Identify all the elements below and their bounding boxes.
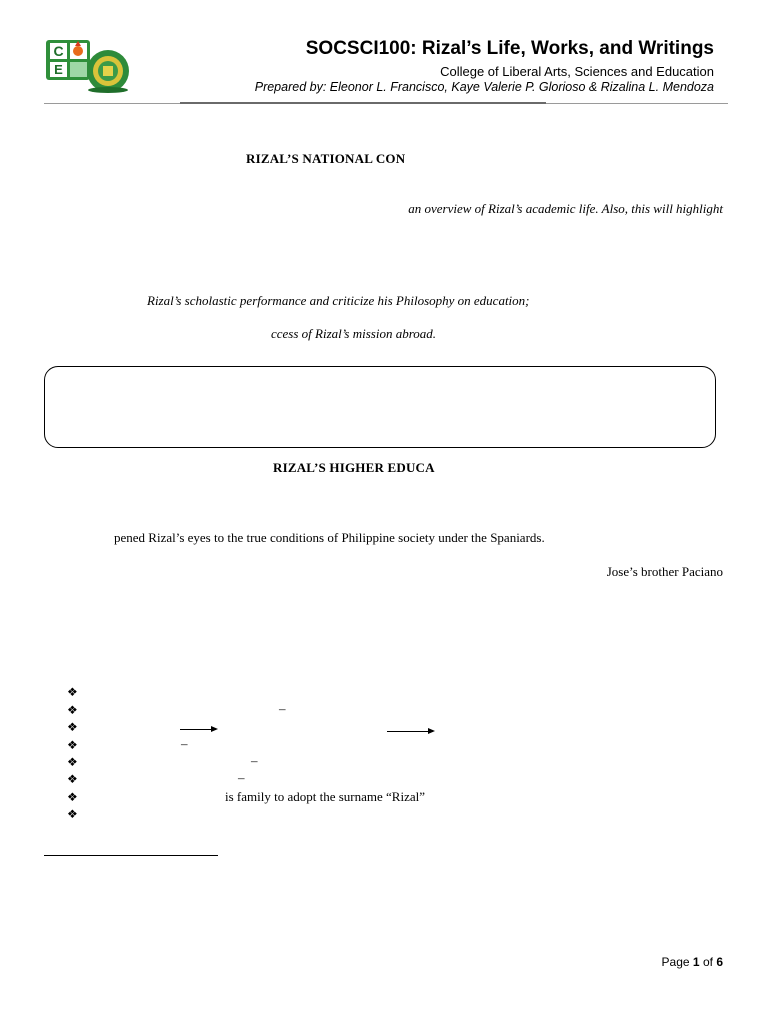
- bullet-icon: ❖: [67, 772, 78, 786]
- list-dash: –: [251, 753, 258, 768]
- arrow-right-icon: [180, 729, 216, 730]
- page-of-label: of: [702, 955, 713, 969]
- document-title: SOCSCI100: Rizal’s Life, Works, and Writings: [305, 38, 714, 59]
- bullet-icon: ❖: [67, 685, 78, 699]
- footnote-separator: [44, 855, 218, 856]
- section-heading-higher-education: RIZAL’S HIGHER EDUCA: [273, 460, 435, 475]
- paragraph-line-1: pened Rizal’s eyes to the true conditions of Philippine society under the Spaniards.: [114, 530, 545, 545]
- paragraph-line-2: Jose’s brother Paciano: [606, 564, 723, 579]
- page-number: [662, 955, 723, 969]
- page-current: 1: [692, 955, 700, 969]
- section-heading-national-consciousness: RIZAL’S NATIONAL CON: [246, 151, 406, 166]
- bullet-icon: ❖: [67, 720, 78, 734]
- page-label: Page: [661, 955, 690, 969]
- objective-line-1: an overview of Rizal’s academic life. Also, this will highlight: [408, 201, 723, 216]
- objective-line-3: ccess of Rizal’s mission abroad.: [271, 326, 437, 341]
- objective-line-2: Rizal’s scholastic performance and criticize his Philosophy on education;: [147, 293, 530, 308]
- college-name: College of Liberal Arts, Sciences and Education: [440, 64, 714, 79]
- prepared-by: Prepared by: Eleonor L. Francisco, Kaye Valerie P. Glorioso & Rizalina L. Mendoza: [254, 80, 714, 94]
- svg-text:C: C: [53, 43, 64, 59]
- header-divider-accent: [180, 102, 546, 104]
- page-total: 6: [716, 955, 723, 969]
- bullet-icon: ❖: [67, 790, 78, 804]
- bullet-text-surname: is family to adopt the surname “Rizal”: [225, 789, 425, 804]
- list-dash: –: [238, 770, 245, 785]
- list-dash: –: [279, 701, 286, 716]
- list-dash: –: [181, 736, 188, 751]
- bullet-icon: ❖: [67, 738, 78, 752]
- bullet-icon: ❖: [67, 807, 78, 821]
- school-seal-icon: [83, 48, 133, 94]
- arrow-right-icon: [387, 731, 433, 732]
- svg-text:E: E: [54, 62, 63, 77]
- bullet-icon: ❖: [67, 755, 78, 769]
- bullet-icon: ❖: [67, 703, 78, 717]
- rounded-text-box: [44, 366, 716, 448]
